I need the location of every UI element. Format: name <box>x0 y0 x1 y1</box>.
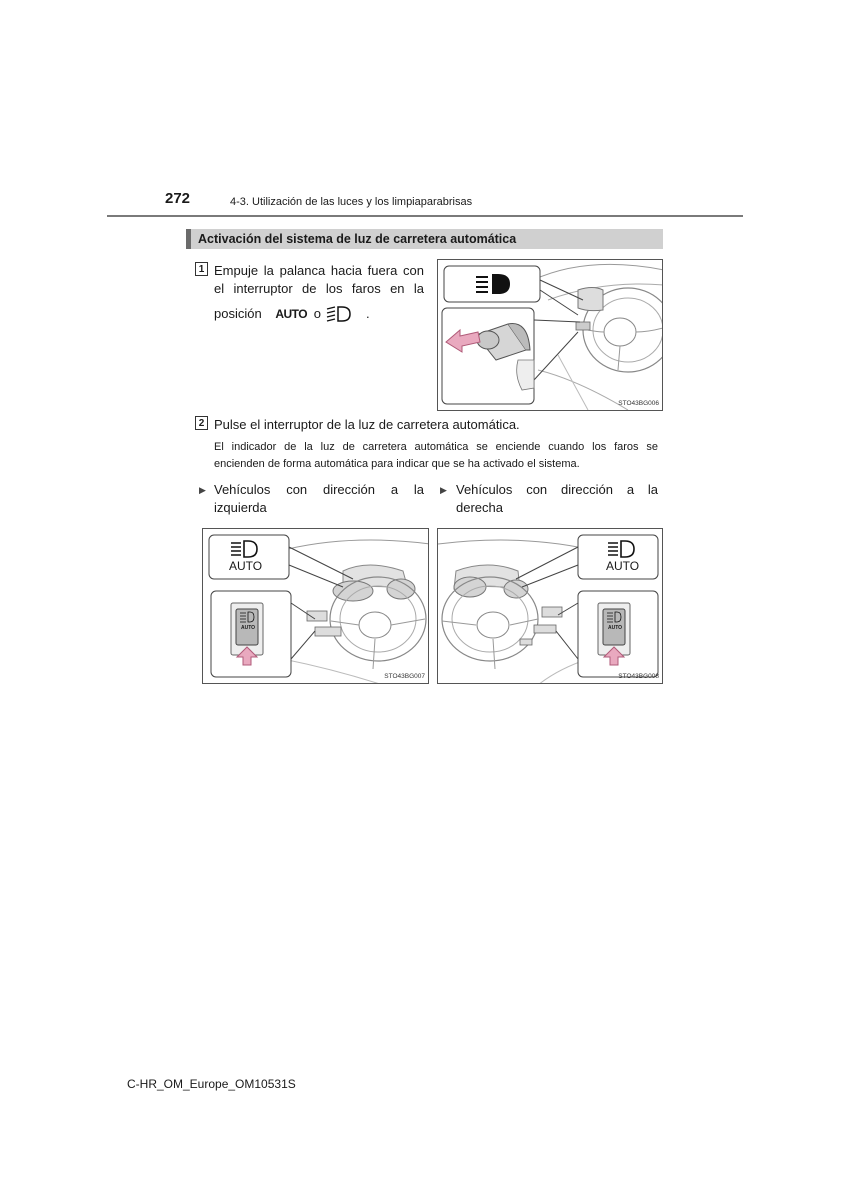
auto-button-label: AUTO <box>608 625 623 631</box>
auto-button-label: AUTO <box>241 625 256 631</box>
bullet-right-icon: ▶ <box>440 485 447 495</box>
step-1-line-3 <box>214 305 429 323</box>
headlight-auto-icon <box>326 305 352 323</box>
header-divider <box>107 215 743 217</box>
bullet-left-icon: ▶ <box>199 485 206 495</box>
left-drive-line-1: Vehículos con dirección a la <box>214 482 424 497</box>
auto-headlight-icon <box>606 539 636 559</box>
step-1-line-1: Empuje la palanca hacia fuera con <box>214 263 424 278</box>
section-heading-text: Activación del sistema de luz de carretera automática <box>198 232 517 246</box>
step-1-connector: o <box>313 306 321 321</box>
step-1-position-word: posición <box>214 306 262 321</box>
section-heading <box>186 229 663 249</box>
figure-right-hand-drive <box>437 528 663 684</box>
section-reference: 4-3. Utilización de las luces y los limpiaparabrisas <box>230 196 473 208</box>
figure-3-code: STO43BG008 <box>618 673 659 680</box>
auto-position-label: AUTO <box>275 307 308 321</box>
right-drive-line-2: derecha <box>456 500 503 515</box>
figure-left-hand-drive <box>202 528 429 684</box>
figure-2-code: STO43BG007 <box>384 673 425 680</box>
document-footer: C-HR_OM_Europe_OM10531S <box>127 1077 296 1091</box>
auto-icon-label: AUTO <box>229 559 263 573</box>
step-1-line-2: el interruptor de los faros en la <box>214 281 424 296</box>
left-drive-line-2: izquierda <box>214 500 267 515</box>
step-2-number: 2 <box>195 416 208 430</box>
step-2-text: Pulse el interruptor de la luz de carretera automática. <box>214 417 520 432</box>
high-beam-icon <box>474 272 512 296</box>
step-1-number: 1 <box>195 262 208 276</box>
auto-icon-label: AUTO <box>606 559 640 573</box>
lever-illustration <box>438 260 663 411</box>
page-number: 272 <box>165 190 191 207</box>
figure-1-code: STO43BG006 <box>618 400 659 407</box>
figure-lever-illustration <box>437 259 663 411</box>
right-drive-line-1: Vehículos con dirección a la <box>456 482 658 497</box>
step-1-suffix: . <box>366 306 370 321</box>
step-2-note-line-1: El indicador de la luz de carretera automática se enciende cuando los faros se <box>214 441 658 453</box>
step-2-note-line-2: encienden de forma automática para indicar que se ha activado el sistema. <box>214 458 580 470</box>
auto-headlight-icon <box>229 539 259 559</box>
